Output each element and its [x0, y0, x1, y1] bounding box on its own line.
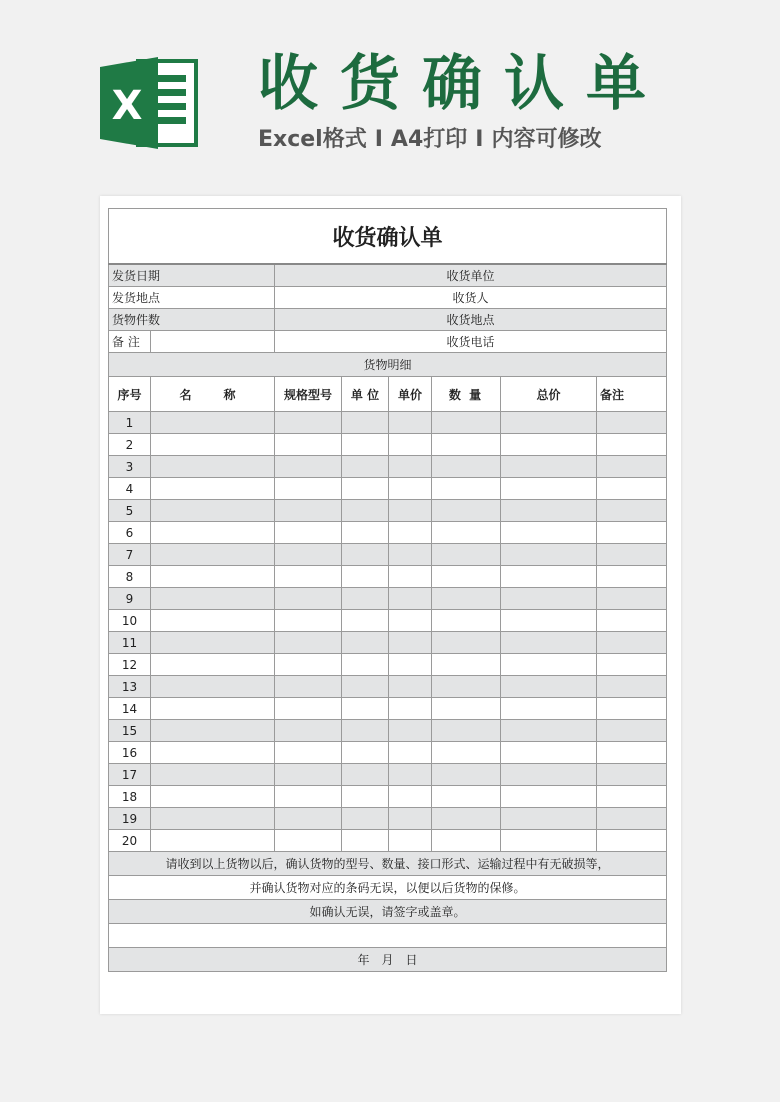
table-cell[interactable]: [342, 566, 389, 588]
info-left-label: 货物件数: [109, 309, 275, 331]
form-title: 收货确认单: [109, 209, 667, 265]
row-number: 5: [109, 500, 151, 522]
table-cell[interactable]: [501, 654, 597, 676]
table-cell[interactable]: [389, 566, 432, 588]
table-cell[interactable]: [432, 786, 501, 808]
table-cell[interactable]: [151, 786, 275, 808]
form-sheet: [100, 196, 681, 1014]
row-number: 11: [109, 632, 151, 654]
date-line: 年 月 日: [109, 948, 667, 972]
table-cell[interactable]: [151, 720, 275, 742]
receipt-form-table: [108, 208, 667, 972]
table-cell[interactable]: [342, 676, 389, 698]
table-cell[interactable]: [342, 720, 389, 742]
table-cell[interactable]: [389, 434, 432, 456]
table-cell[interactable]: [501, 742, 597, 764]
column-header: 总价: [501, 377, 597, 412]
table-cell[interactable]: [151, 808, 275, 830]
table-row: [109, 808, 667, 830]
table-header-row: [109, 377, 667, 412]
table-cell[interactable]: [342, 654, 389, 676]
column-header: 单价: [389, 377, 432, 412]
table-cell[interactable]: [432, 676, 501, 698]
table-cell[interactable]: [432, 588, 501, 610]
table-cell[interactable]: [275, 720, 342, 742]
table-cell[interactable]: [432, 412, 501, 434]
table-cell[interactable]: [597, 610, 667, 632]
row-number: 10: [109, 610, 151, 632]
table-cell[interactable]: [501, 566, 597, 588]
table-cell[interactable]: [151, 654, 275, 676]
info-right-label: 收货单位: [275, 264, 667, 287]
table-row: [109, 676, 667, 698]
table-cell[interactable]: [432, 742, 501, 764]
table-cell[interactable]: [342, 544, 389, 566]
row-number: 13: [109, 676, 151, 698]
table-row: [109, 522, 667, 544]
table-cell[interactable]: [501, 478, 597, 500]
table-cell[interactable]: [597, 412, 667, 434]
table-cell[interactable]: [275, 544, 342, 566]
table-cell[interactable]: [342, 808, 389, 830]
table-cell[interactable]: [275, 786, 342, 808]
info-left-label: 发货日期: [109, 264, 275, 287]
column-header: 数 量: [432, 377, 501, 412]
table-cell[interactable]: [275, 830, 342, 852]
table-cell[interactable]: [151, 456, 275, 478]
table-cell[interactable]: [597, 720, 667, 742]
table-cell[interactable]: [389, 698, 432, 720]
table-cell[interactable]: [342, 830, 389, 852]
table-cell[interactable]: [432, 654, 501, 676]
table-cell[interactable]: [597, 500, 667, 522]
excel-icon: [100, 55, 198, 151]
row-number: 6: [109, 522, 151, 544]
table-cell[interactable]: [342, 522, 389, 544]
table-cell[interactable]: [151, 522, 275, 544]
section-title: 货物明细: [109, 353, 667, 377]
table-cell[interactable]: [151, 698, 275, 720]
column-header: 备注: [597, 377, 667, 412]
table-row: [109, 544, 667, 566]
table-cell[interactable]: [342, 698, 389, 720]
table-cell[interactable]: [432, 522, 501, 544]
table-cell[interactable]: [389, 500, 432, 522]
table-cell[interactable]: [432, 720, 501, 742]
table-cell[interactable]: [501, 786, 597, 808]
table-cell[interactable]: [342, 478, 389, 500]
table-cell[interactable]: [151, 566, 275, 588]
table-cell[interactable]: [501, 610, 597, 632]
row-number: 12: [109, 654, 151, 676]
row-number: 7: [109, 544, 151, 566]
table-cell[interactable]: [389, 610, 432, 632]
table-cell[interactable]: [432, 544, 501, 566]
table-cell[interactable]: [151, 588, 275, 610]
table-cell[interactable]: [432, 632, 501, 654]
table-cell[interactable]: [275, 588, 342, 610]
table-cell[interactable]: [597, 764, 667, 786]
info-right-label: 收货电话: [275, 331, 667, 353]
table-cell[interactable]: [342, 434, 389, 456]
table-cell[interactable]: [389, 632, 432, 654]
table-cell[interactable]: [389, 522, 432, 544]
table-cell[interactable]: [275, 808, 342, 830]
column-header: 单 位: [342, 377, 389, 412]
table-cell[interactable]: [389, 676, 432, 698]
subtitle-separator: I: [374, 127, 383, 152]
row-number: 19: [109, 808, 151, 830]
table-cell[interactable]: [151, 632, 275, 654]
logo-letter: X: [111, 83, 143, 129]
table-cell[interactable]: [151, 676, 275, 698]
table-cell[interactable]: [342, 456, 389, 478]
table-cell[interactable]: [432, 434, 501, 456]
table-row: [109, 566, 667, 588]
table-cell[interactable]: [501, 588, 597, 610]
table-cell[interactable]: [501, 544, 597, 566]
table-cell[interactable]: [501, 434, 597, 456]
table-cell[interactable]: [597, 588, 667, 610]
page-subtitle: [258, 126, 601, 154]
table-row: [109, 720, 667, 742]
table-row: [109, 698, 667, 720]
info-row: [109, 264, 667, 287]
subtitle-format: Excel格式: [258, 127, 367, 152]
table-cell[interactable]: [501, 764, 597, 786]
table-cell[interactable]: [432, 566, 501, 588]
row-number: 4: [109, 478, 151, 500]
table-row: [109, 632, 667, 654]
info-left-label: 发货地点: [109, 287, 275, 309]
table-cell[interactable]: [597, 676, 667, 698]
table-cell[interactable]: [432, 610, 501, 632]
table-cell[interactable]: [389, 830, 432, 852]
table-row: [109, 500, 667, 522]
table-cell[interactable]: [275, 456, 342, 478]
table-row: [109, 434, 667, 456]
subtitle-editable: 内容可修改: [491, 127, 602, 152]
signature-field[interactable]: [109, 924, 667, 948]
table-row: [109, 456, 667, 478]
table-cell[interactable]: [275, 522, 342, 544]
table-cell[interactable]: [597, 544, 667, 566]
table-cell[interactable]: [275, 632, 342, 654]
table-cell[interactable]: [342, 610, 389, 632]
row-number: 2: [109, 434, 151, 456]
table-cell[interactable]: [151, 830, 275, 852]
table-cell[interactable]: [432, 456, 501, 478]
table-cell[interactable]: [501, 676, 597, 698]
info-row: [109, 309, 667, 331]
table-cell[interactable]: [501, 698, 597, 720]
table-cell[interactable]: [275, 764, 342, 786]
table-cell[interactable]: [501, 720, 597, 742]
table-cell[interactable]: [275, 698, 342, 720]
info-left-label: 备 注: [109, 331, 151, 353]
table-cell[interactable]: [432, 698, 501, 720]
table-cell[interactable]: [389, 478, 432, 500]
table-cell[interactable]: [597, 522, 667, 544]
table-cell[interactable]: [597, 566, 667, 588]
row-number: 15: [109, 720, 151, 742]
note-line: 如确认无误，请签字或盖章。: [109, 900, 667, 924]
table-cell[interactable]: [597, 478, 667, 500]
table-cell[interactable]: [151, 478, 275, 500]
table-cell[interactable]: [151, 412, 275, 434]
info-right-label: 收货地点: [275, 309, 667, 331]
info-row: [109, 287, 667, 309]
info-left-value[interactable]: [151, 331, 275, 353]
subtitle-separator: I: [475, 127, 484, 152]
table-cell[interactable]: [342, 632, 389, 654]
table-cell[interactable]: [501, 830, 597, 852]
table-cell[interactable]: [275, 742, 342, 764]
column-header: 序号: [109, 377, 151, 412]
table-cell[interactable]: [389, 654, 432, 676]
table-row: [109, 478, 667, 500]
table-cell[interactable]: [597, 654, 667, 676]
table-cell[interactable]: [389, 786, 432, 808]
table-cell[interactable]: [597, 808, 667, 830]
table-cell[interactable]: [275, 610, 342, 632]
note-line: 并确认货物对应的条码无误，以便以后货物的保修。: [109, 876, 667, 900]
table-cell[interactable]: [432, 500, 501, 522]
table-cell[interactable]: [342, 588, 389, 610]
row-number: 1: [109, 412, 151, 434]
table-cell[interactable]: [501, 632, 597, 654]
table-cell[interactable]: [389, 412, 432, 434]
row-number: 14: [109, 698, 151, 720]
table-row: [109, 412, 667, 434]
info-right-label: 收货人: [275, 287, 667, 309]
table-cell[interactable]: [501, 522, 597, 544]
row-number: 16: [109, 742, 151, 764]
table-cell[interactable]: [432, 764, 501, 786]
table-cell[interactable]: [597, 830, 667, 852]
table-cell[interactable]: [342, 764, 389, 786]
table-row: [109, 610, 667, 632]
table-cell[interactable]: [275, 500, 342, 522]
table-cell[interactable]: [501, 808, 597, 830]
table-cell[interactable]: [342, 742, 389, 764]
table-row: [109, 830, 667, 852]
table-row: [109, 742, 667, 764]
table-cell[interactable]: [151, 764, 275, 786]
table-cell[interactable]: [275, 434, 342, 456]
table-cell[interactable]: [597, 698, 667, 720]
table-cell[interactable]: [389, 588, 432, 610]
table-cell[interactable]: [275, 478, 342, 500]
table-cell[interactable]: [389, 544, 432, 566]
table-cell[interactable]: [389, 720, 432, 742]
table-cell[interactable]: [275, 412, 342, 434]
row-number: 20: [109, 830, 151, 852]
table-cell[interactable]: [432, 830, 501, 852]
note-line: 请收到以上货物以后，确认货物的型号、数量、接口形式、运输过程中有无破损等，: [109, 852, 667, 876]
table-cell[interactable]: [501, 412, 597, 434]
table-row: [109, 786, 667, 808]
info-row: [109, 331, 667, 353]
table-cell[interactable]: [151, 500, 275, 522]
table-cell[interactable]: [342, 786, 389, 808]
table-cell[interactable]: [597, 742, 667, 764]
row-number: 17: [109, 764, 151, 786]
table-row: [109, 764, 667, 786]
row-number: 3: [109, 456, 151, 478]
table-cell[interactable]: [342, 412, 389, 434]
table-cell[interactable]: [597, 456, 667, 478]
table-cell[interactable]: [151, 742, 275, 764]
subtitle-print: A4打印: [390, 127, 468, 152]
table-cell[interactable]: [342, 500, 389, 522]
table-cell[interactable]: [389, 742, 432, 764]
table-row: [109, 588, 667, 610]
table-cell[interactable]: [501, 500, 597, 522]
table-cell[interactable]: [275, 654, 342, 676]
table-cell[interactable]: [597, 786, 667, 808]
table-cell[interactable]: [275, 676, 342, 698]
row-number: 9: [109, 588, 151, 610]
page-title: 收货确认单: [258, 49, 668, 119]
table-cell[interactable]: [501, 456, 597, 478]
table-cell[interactable]: [432, 478, 501, 500]
table-row: [109, 654, 667, 676]
table-cell[interactable]: [151, 544, 275, 566]
table-cell[interactable]: [389, 808, 432, 830]
table-cell[interactable]: [597, 632, 667, 654]
table-cell[interactable]: [275, 566, 342, 588]
table-cell[interactable]: [432, 808, 501, 830]
table-cell[interactable]: [389, 764, 432, 786]
table-cell[interactable]: [151, 610, 275, 632]
table-cell[interactable]: [151, 434, 275, 456]
column-header: 名 称: [151, 377, 275, 412]
row-number: 8: [109, 566, 151, 588]
column-header: 规格型号: [275, 377, 342, 412]
table-cell[interactable]: [389, 456, 432, 478]
table-cell[interactable]: [597, 434, 667, 456]
row-number: 18: [109, 786, 151, 808]
